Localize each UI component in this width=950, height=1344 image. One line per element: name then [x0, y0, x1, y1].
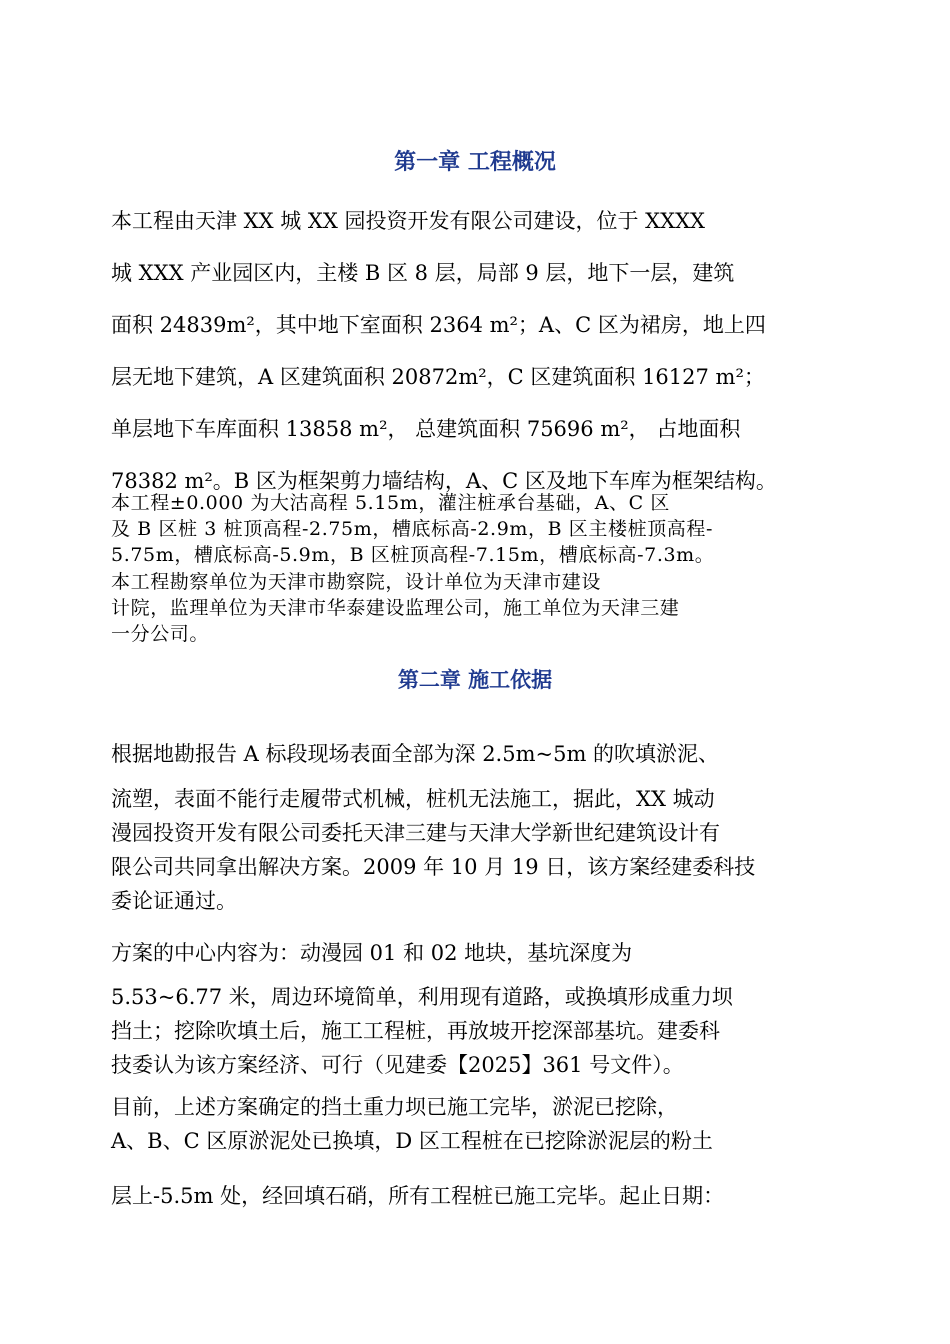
text-line: 5.53~6.77 米，周边环境简单，利用现有道路，或换填形成重力坝 — [111, 985, 733, 1009]
text-line: 漫园投资开发有限公司委托天津三建与天津大学新世纪建筑设计有 — [111, 821, 720, 845]
text-line: 方案的中心内容为：动漫园 01 和 02 地块，基坑深度为 — [111, 941, 633, 965]
text-line: 面积 24839m²，其中地下室面积 2364 m²；A、C 区为裙房，地上四 — [111, 313, 766, 337]
text-line: 流塑，表面不能行走履带式机械，桩机无法施工，据此，XX 城动 — [111, 787, 715, 811]
chapter-2-title: 第二章 施工依据 — [397, 668, 553, 692]
text-line: 78382 m²。B 区为框架剪力墙结构，A、C 区及地下车库为框架结构。 — [111, 469, 777, 493]
chapter-2-paragraph-1-first — [111, 728, 811, 780]
text-line: 5.75m，槽底标高-5.9m，B 区桩顶高程-7.15m，槽底标高-7.3m。 — [111, 544, 715, 566]
text-line: 挡土；挖除吹填土后，施工工程桩，再放坡开挖深部基坑。建委科 — [111, 1019, 720, 1043]
chapter-2-paragraph-3-last — [111, 1170, 811, 1222]
text-line: 本工程由天津 XX 城 XX 园投资开发有限公司建设，位于 XXXX — [111, 209, 705, 233]
chapter-1-paragraph-1 — [111, 195, 811, 507]
text-line: 本工程勘察单位为天津市勘察院，设计单位为天津市建设 — [111, 571, 602, 593]
chapter-2-paragraph-2-first — [111, 927, 811, 979]
chapter-2-paragraph-1 — [111, 782, 811, 918]
text-line: 目前，上述方案确定的挡土重力坝已施工完毕，淤泥已挖除， — [111, 1095, 678, 1119]
chapter-1-paragraph-2 — [111, 490, 811, 568]
chapter-1-title: 第一章 工程概况 — [394, 150, 556, 175]
text-line: 本工程±0.000 为大沽高程 5.15m，灌注桩承台基础，A、C 区 — [111, 492, 671, 514]
text-line: 及 B 区桩 3 桩顶高程-2.75m，槽底标高-2.9m，B 区主楼桩顶高程- — [111, 518, 714, 540]
text-line: 根据地勘报告 A 标段现场表面全部为深 2.5m~5m 的吹填淤泥、 — [111, 742, 720, 766]
text-line: 技委认为该方案经济、可行（见建委【2025】361 号文件）。 — [111, 1053, 684, 1077]
chapter-1-paragraph-3 — [111, 569, 811, 647]
chapter-2-paragraph-3 — [111, 1090, 811, 1158]
text-line: 一分公司。 — [111, 623, 210, 645]
text-line: 限公司共同拿出解决方案。2009 年 10 月 19 日，该方案经建委科技 — [111, 855, 756, 879]
text-line: 计院，监理单位为天津市华泰建设监理公司，施工单位为天津三建 — [111, 597, 680, 619]
text-line: 城 XXX 产业园区内，主楼 B 区 8 层，局部 9 层，地下一层，建筑 — [111, 261, 735, 285]
text-line: 层无地下建筑，A 区建筑面积 20872m²，C 区建筑面积 16127 m²； — [111, 365, 765, 389]
chapter-2-paragraph-2 — [111, 980, 811, 1082]
text-line: A、B、C 区原淤泥处已换填，D 区工程桩在已挖除淤泥层的粉土 — [111, 1129, 713, 1153]
text-line: 单层地下车库面积 13858 m²， 总建筑面积 75696 m²， 占地面积 — [111, 417, 741, 441]
text-line: 层上-5.5m 处，经回填石硝，所有工程桩已施工完毕。起止日期： — [111, 1184, 725, 1208]
text-line: 委论证通过。 — [111, 889, 237, 913]
